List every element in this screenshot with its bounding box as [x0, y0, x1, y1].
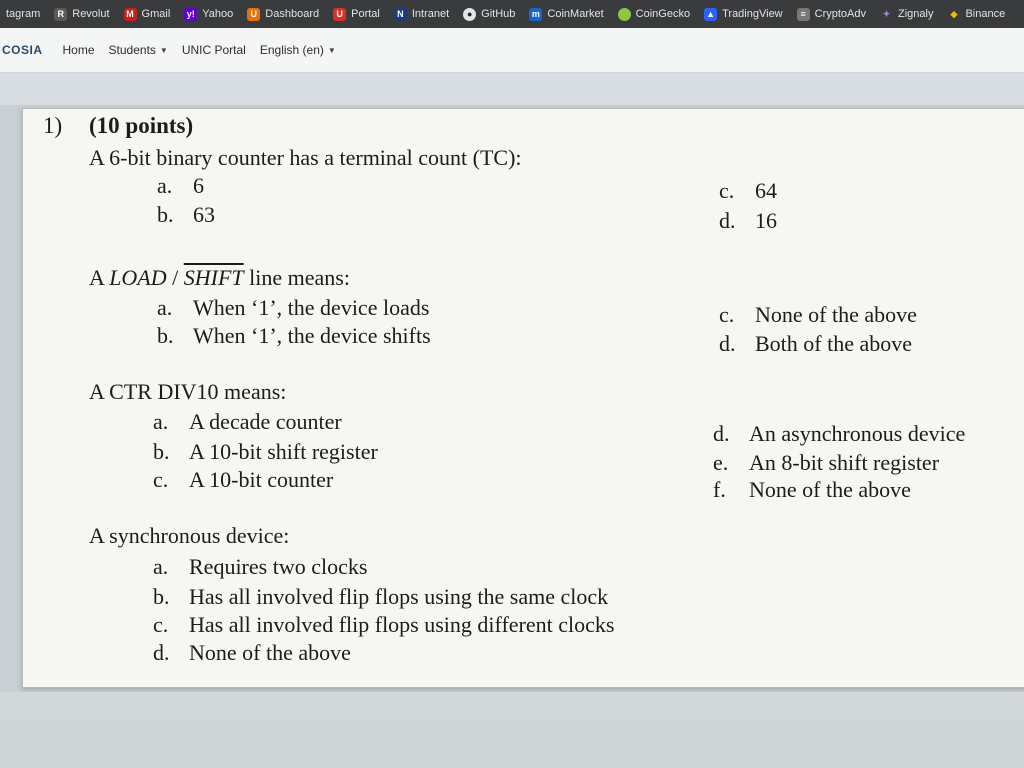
prompt-slash: /: [166, 265, 184, 290]
option-text: None of the above: [755, 302, 917, 327]
page-footer: [0, 720, 1024, 768]
part-3-option[interactable]: [713, 477, 911, 503]
nav-home[interactable]: [63, 43, 95, 57]
bookmark-intranet[interactable]: [388, 0, 457, 28]
zignaly-icon: ✦: [882, 8, 891, 19]
part-3-option[interactable]: [153, 439, 378, 465]
bookmark-gmail[interactable]: [118, 0, 179, 28]
option-letter: e.: [713, 450, 729, 475]
intranet-icon: N: [394, 8, 407, 21]
option-text: Has all involved flip flops using different clocks: [189, 612, 615, 637]
option-letter: a.: [157, 173, 173, 198]
part-1-option[interactable]: [719, 208, 777, 234]
bookmark-coinmarket[interactable]: [523, 0, 611, 28]
option-letter: a.: [153, 409, 169, 434]
option-text: When ‘1’, the device loads: [193, 295, 430, 320]
binance-icon: ◆: [950, 8, 958, 19]
part-4-option[interactable]: [153, 612, 614, 638]
option-text: None of the above: [189, 640, 351, 665]
bookmarks-bar: [0, 0, 1024, 28]
option-text: A 10-bit counter: [189, 467, 334, 492]
part-4-option[interactable]: [153, 640, 351, 666]
bookmark-coingecko[interactable]: [612, 0, 698, 28]
nav-label: UNIC Portal: [181, 43, 246, 57]
nav-unic-portal[interactable]: [182, 43, 246, 57]
bookmark-instagram[interactable]: [0, 0, 48, 28]
option-letter: c.: [153, 612, 169, 637]
portal-icon: U: [333, 8, 346, 21]
bookmark-label: Revolut: [72, 8, 110, 20]
option-text: An 8-bit shift register: [749, 450, 940, 475]
option-letter: a.: [157, 295, 173, 320]
option-letter: a.: [153, 554, 169, 579]
gmail-icon: M: [124, 8, 137, 21]
question-points: (10 points): [89, 113, 194, 138]
option-text: Both of the above: [755, 331, 913, 356]
option-text: A decade counter: [189, 409, 342, 434]
bookmark-dashboard[interactable]: [241, 0, 327, 28]
nav-label: Home: [62, 43, 95, 57]
part-3-option[interactable]: [713, 421, 965, 447]
part-4-option[interactable]: [153, 554, 367, 580]
bookmark-label: GitHub: [481, 8, 516, 20]
option-text: 6: [193, 173, 204, 198]
option-letter: c.: [153, 467, 169, 492]
option-letter: c.: [719, 302, 735, 327]
part-1-option[interactable]: [157, 202, 215, 228]
question-number: 1): [43, 113, 63, 138]
revolut-icon: R: [54, 8, 67, 21]
part-1-option[interactable]: [719, 178, 777, 204]
bookmark-label: Yahoo: [202, 8, 234, 20]
part-3-option[interactable]: [153, 409, 342, 435]
part-2-option[interactable]: [719, 302, 917, 328]
question-panel: [22, 108, 1024, 688]
part-1-option[interactable]: [157, 173, 204, 199]
option-letter: b.: [153, 584, 170, 609]
option-text: Has all involved flip flops using the same clock: [189, 584, 609, 609]
bookmark-label: CoinMarket: [547, 8, 604, 20]
option-letter: b.: [153, 439, 170, 464]
bookmark-revolut[interactable]: [48, 0, 117, 28]
page-header-band: [0, 73, 1024, 105]
option-letter: b.: [157, 202, 174, 227]
bookmark-label: Intranet: [411, 8, 450, 20]
bookmark-portal[interactable]: [327, 0, 388, 28]
site-brand[interactable]: COSIA: [2, 43, 43, 57]
option-text: 63: [193, 202, 215, 227]
option-letter: c.: [719, 178, 735, 203]
yahoo-icon: y!: [184, 8, 197, 21]
bookmark-tradingview[interactable]: [698, 0, 791, 28]
part-2-option[interactable]: [719, 331, 912, 357]
bookmark-label: CoinGecko: [635, 8, 691, 20]
part-2-option[interactable]: [157, 323, 431, 349]
option-letter: d.: [713, 421, 730, 446]
load-signal: LOAD: [109, 265, 167, 290]
github-icon: ●: [463, 8, 476, 21]
part-3-option[interactable]: [153, 467, 333, 493]
option-text: None of the above: [749, 477, 911, 502]
option-text: 16: [755, 208, 777, 233]
prompt-text: line means:: [243, 265, 350, 290]
option-text: A 10-bit shift register: [189, 439, 378, 464]
bookmark-label: Dashboard: [265, 8, 320, 20]
option-text: An asynchronous device: [749, 421, 966, 446]
nav-language[interactable]: [260, 43, 336, 57]
part-3-option[interactable]: [713, 450, 939, 476]
bookmark-cryptoadv[interactable]: [791, 0, 874, 28]
option-letter: d.: [153, 640, 170, 665]
nav-label: Students: [108, 43, 156, 57]
caret-down-icon: ▼: [327, 45, 336, 55]
coingecko-icon: [618, 8, 631, 21]
part-3-prompt: A CTR DIV10 means:: [89, 379, 287, 404]
tradingview-icon: ▲: [704, 8, 717, 21]
bookmark-label: Gmail: [141, 8, 171, 20]
part-4-option[interactable]: [153, 584, 608, 610]
page-bottom-band: [0, 692, 1024, 720]
option-letter: b.: [157, 323, 174, 348]
dashboard-icon: U: [247, 8, 260, 21]
cryptoadv-icon: ≡: [797, 8, 810, 21]
shift-signal-overline: SHIFT: [183, 265, 244, 290]
bookmark-github[interactable]: [457, 0, 523, 28]
bookmark-label: Binance: [965, 8, 1006, 20]
part-2-option[interactable]: [157, 295, 429, 321]
caret-down-icon: ▼: [159, 45, 168, 55]
coinmarket-icon: m: [529, 8, 542, 21]
site-navbar: [0, 28, 1024, 73]
option-text: 64: [755, 178, 777, 203]
bookmark-label: TradingView: [722, 8, 783, 20]
nav-label: English (en): [259, 43, 324, 57]
bookmark-label: CryptoAdv: [814, 8, 866, 20]
bookmark-binance[interactable]: [941, 0, 1013, 28]
option-text: When ‘1’, the device shifts: [193, 323, 431, 348]
bookmark-yahoo[interactable]: [178, 0, 241, 28]
part-2-prompt: [89, 265, 350, 291]
bookmark-label: Portal: [351, 8, 380, 20]
option-letter: d.: [719, 208, 736, 233]
bookmark-zignaly[interactable]: [874, 0, 941, 28]
part-1-prompt: A 6-bit binary counter has a terminal count (TC):: [89, 145, 522, 170]
option-letter: d.: [719, 331, 736, 356]
option-text: Requires two clocks: [189, 554, 368, 579]
option-letter: f.: [713, 477, 726, 502]
part-4-prompt: A synchronous device:: [89, 523, 290, 548]
bookmark-label: Zignaly: [898, 8, 934, 20]
bookmark-label: tagram: [6, 8, 41, 20]
prompt-text: A: [89, 265, 110, 290]
nav-students[interactable]: [109, 43, 168, 57]
